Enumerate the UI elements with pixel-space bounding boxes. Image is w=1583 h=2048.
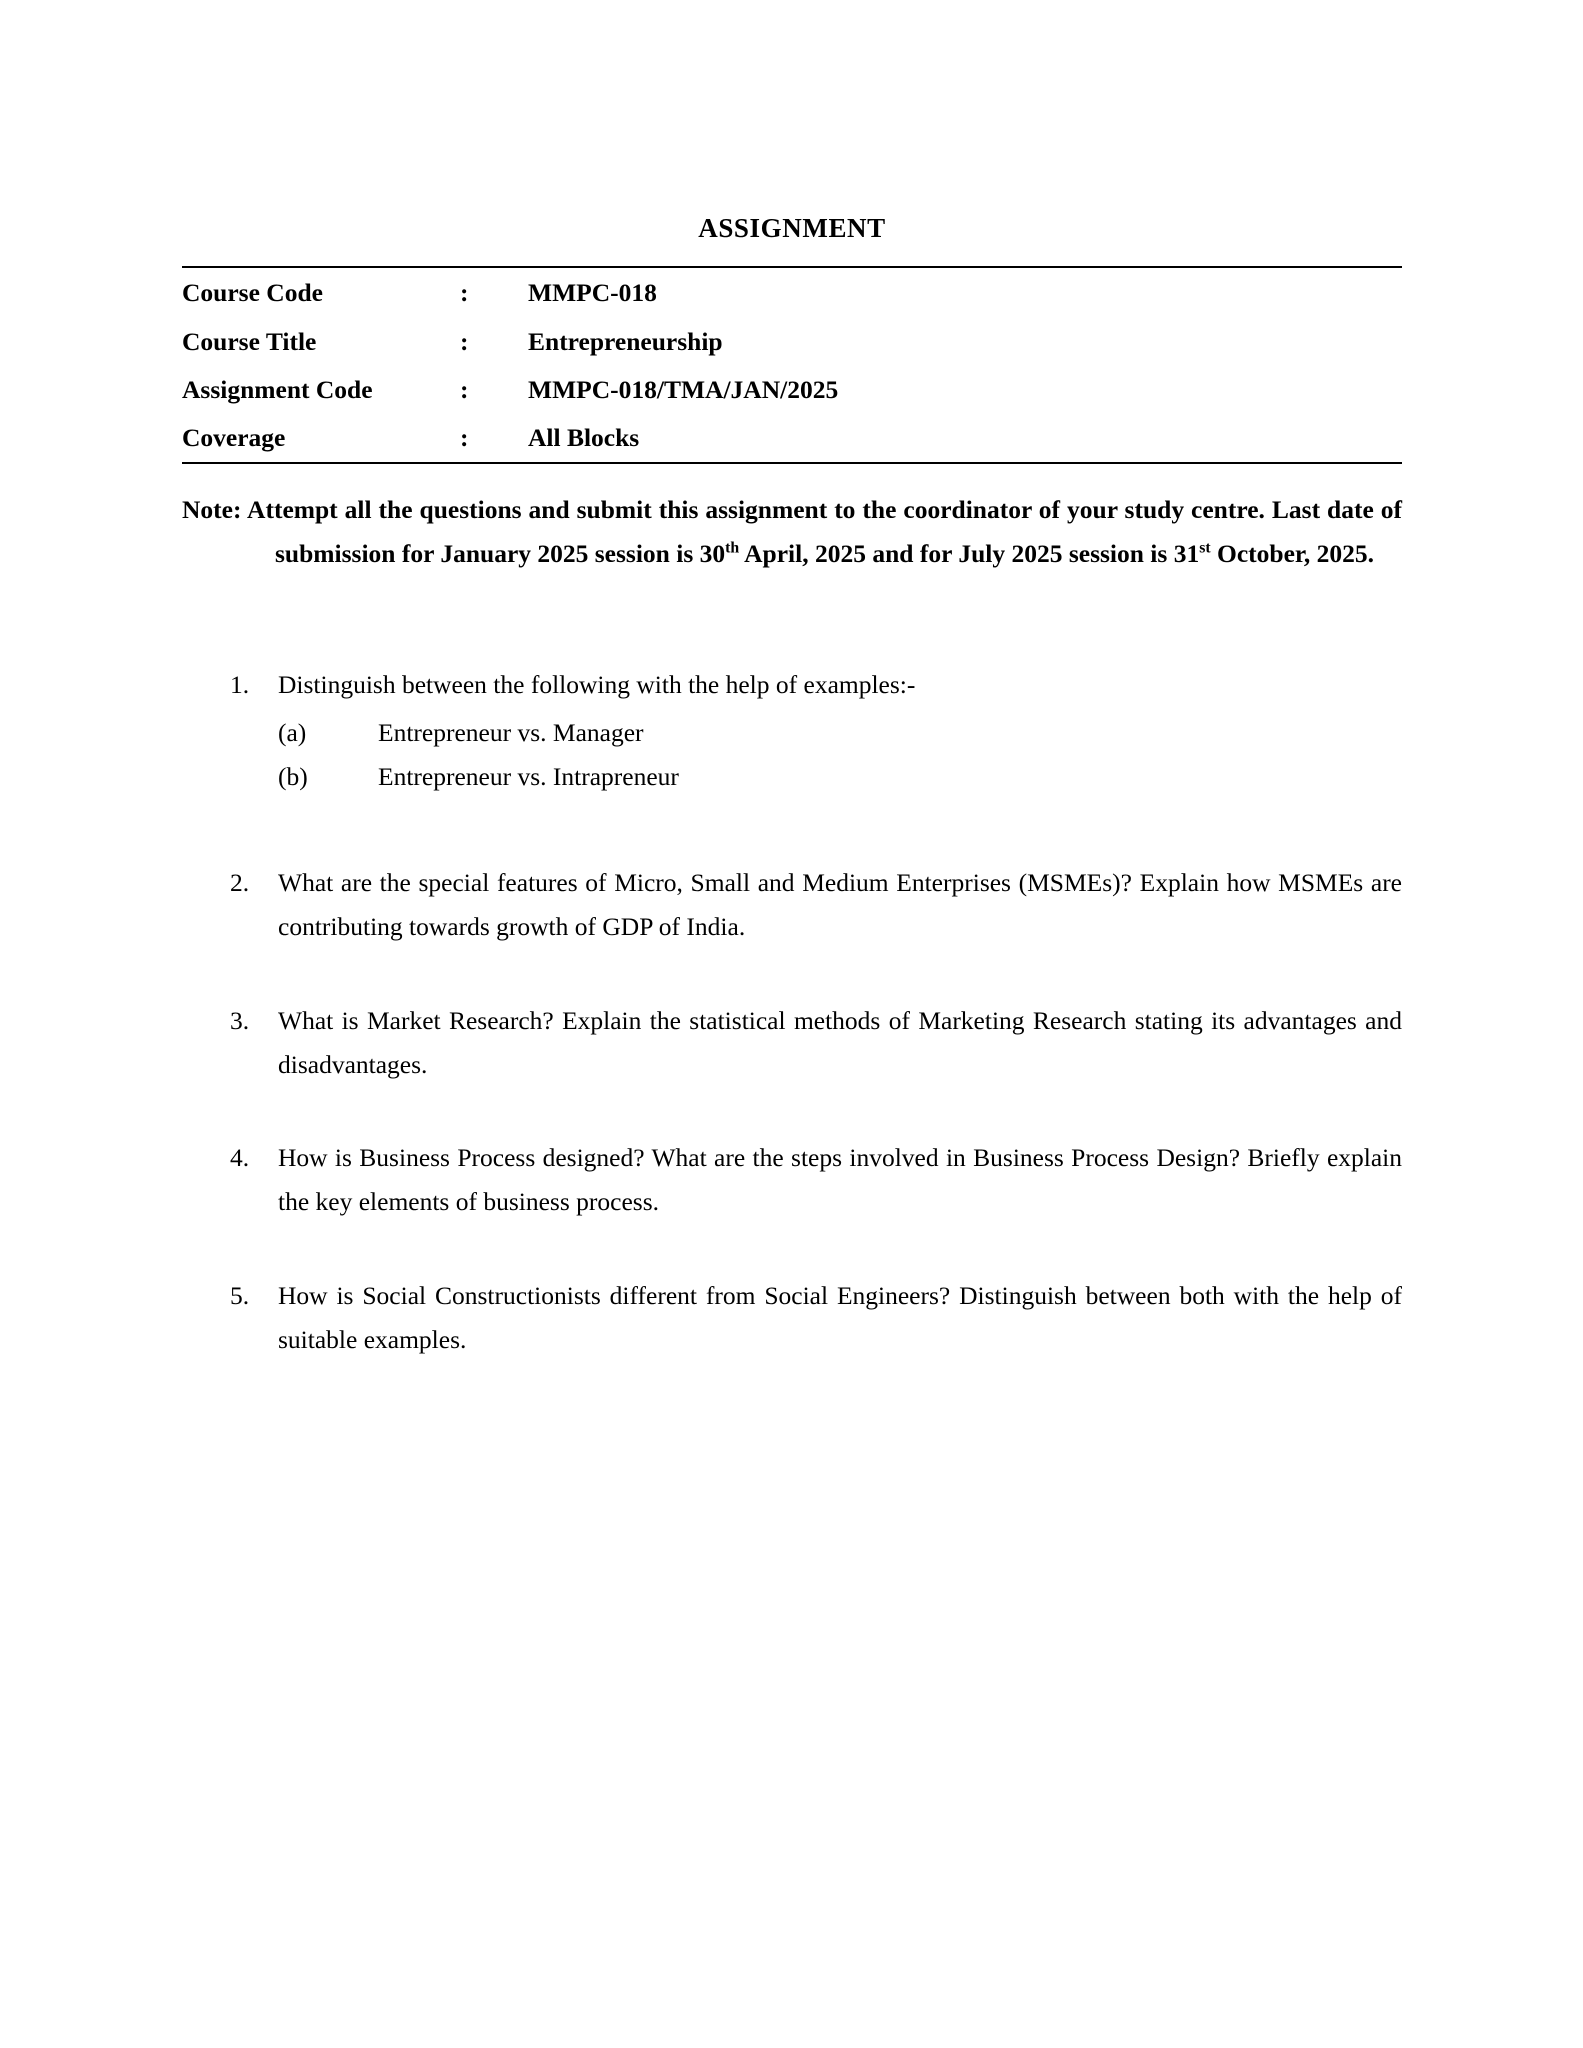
meta-value-course-title: Entrepreneurship bbox=[528, 326, 723, 356]
note-part-1: Attempt all the questions and submit this assignment to the coordinator of your study centre. Last date of submission for January 2025 session is 30 bbox=[241, 494, 1402, 568]
note-superscript-1: th bbox=[725, 539, 740, 556]
question-number: 4. bbox=[230, 1143, 250, 1173]
table-row bbox=[182, 317, 1402, 365]
question-text: What is Market Research? Explain the statistical methods of Marketing Research stating its advantages and disadvantages. bbox=[278, 1005, 1402, 1079]
list-item bbox=[278, 711, 1402, 755]
subitem-marker: (a) bbox=[278, 718, 307, 748]
meta-label-coverage: Coverage bbox=[182, 423, 286, 453]
note-superscript-2: st bbox=[1199, 539, 1211, 556]
page-title: ASSIGNMENT bbox=[698, 213, 886, 243]
subitem-text: Entrepreneur vs. Intrapreneur bbox=[378, 762, 679, 792]
note-part-2: April, 2025 and for July 2025 session is 31 bbox=[739, 538, 1200, 568]
meta-label-course-title: Course Title bbox=[182, 326, 317, 356]
question-text: How is Social Constructionists different from Social Engineers? Distinguish between both with the help of suitable examples. bbox=[278, 1281, 1402, 1354]
meta-colon: : bbox=[460, 326, 469, 356]
list-item bbox=[278, 755, 1402, 799]
submission-note bbox=[182, 488, 1402, 576]
note-prefix: Note: bbox=[182, 494, 242, 524]
question-number: 1. bbox=[230, 670, 250, 700]
question-number: 5. bbox=[230, 1281, 250, 1311]
page-content bbox=[182, 0, 1402, 1378]
meta-value-assignment-code: MMPC-018/TMA/JAN/2025 bbox=[528, 375, 839, 405]
list-item bbox=[230, 1274, 1402, 1362]
meta-value-course-code: MMPC-018 bbox=[528, 278, 657, 308]
meta-value-coverage: All Blocks bbox=[528, 423, 640, 453]
question-number: 3. bbox=[230, 1005, 250, 1035]
questions-list bbox=[182, 663, 1402, 1361]
table-row bbox=[182, 267, 1402, 316]
course-meta-table bbox=[182, 266, 1402, 463]
meta-colon: : bbox=[460, 375, 469, 405]
list-item bbox=[230, 1136, 1402, 1224]
meta-label-course-code: Course Code bbox=[182, 278, 323, 308]
question-text: What are the special features of Micro, Small and Medium Enterprises (MSMEs)? Explain how MSMEs are contributing towards growth of GDP of India. bbox=[278, 867, 1402, 941]
table-row bbox=[182, 365, 1402, 413]
list-item bbox=[230, 663, 1402, 799]
list-item bbox=[230, 999, 1402, 1087]
question-number: 2. bbox=[230, 867, 250, 897]
meta-label-assignment-code: Assignment Code bbox=[182, 375, 373, 405]
meta-colon: : bbox=[460, 423, 469, 453]
table-row bbox=[182, 413, 1402, 462]
question-subitems bbox=[278, 711, 1402, 799]
question-text: Distinguish between the following with the help of examples:- bbox=[278, 670, 916, 700]
subitem-text: Entrepreneur vs. Manager bbox=[378, 718, 644, 748]
list-item bbox=[230, 861, 1402, 949]
subitem-marker: (b) bbox=[278, 762, 308, 792]
question-text: How is Business Process designed? What are the steps involved in Business Process Design? Briefly explain the key elements of business process. bbox=[278, 1143, 1402, 1217]
note-part-3: October, 2025. bbox=[1210, 538, 1374, 568]
meta-colon: : bbox=[460, 278, 469, 308]
